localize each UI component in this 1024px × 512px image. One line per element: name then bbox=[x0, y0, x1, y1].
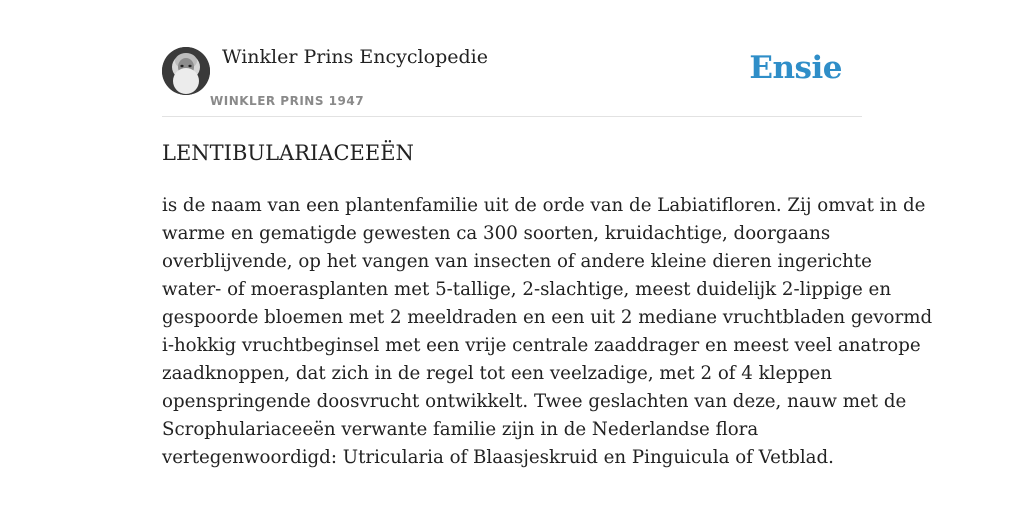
body-line: is de naam van een plantenfamilie uit de orde van de Labiatifloren. Zij omvat in de bbox=[162, 195, 926, 216]
body-line: overblijvende, op het vangen van insecten of andere kleine dieren ingerichte bbox=[162, 251, 872, 272]
article-body bbox=[162, 192, 933, 472]
body-line: water- of moerasplanten met 5-tallige, 2-slachtige, meest duidelijk 2-lippige en bbox=[162, 279, 892, 300]
body-line: vertegenwoordigd: Utricularia of Blaasjeskruid en Pinguicula of Vetblad. bbox=[162, 447, 834, 468]
body-line: warme en gematigde gewesten ca 300 soorten, kruidachtige, doorgaans bbox=[162, 223, 831, 244]
source-title[interactable]: Winkler Prins Encyclopedie bbox=[222, 46, 488, 68]
body-line: zaadknoppen, dat zich in de regel tot een veelzadige, met 2 of 4 kleppen bbox=[162, 363, 833, 384]
article-title: LENTIBULARIACEEËN bbox=[162, 141, 414, 165]
brand-logo[interactable]: Ensie bbox=[749, 50, 842, 86]
body-line: Scrophulariaceeën verwante familie zijn in de Nederlandse flora bbox=[162, 419, 759, 440]
source-subtitle[interactable]: WINKLER PRINS 1947 bbox=[210, 94, 365, 108]
body-line: gespoorde bloemen met 2 meeldraden en een uit 2 mediane vruchtbladen gevormd bbox=[162, 307, 933, 328]
body-line: i-hokkig vruchtbeginsel met een vrije centrale zaaddrager en meest veel anatrope bbox=[162, 335, 921, 356]
portrait-avatar-icon[interactable] bbox=[162, 47, 210, 95]
source-header bbox=[162, 44, 862, 117]
body-line: openspringende doosvrucht ontwikkelt. Twee geslachten van deze, nauw met de bbox=[162, 391, 907, 412]
